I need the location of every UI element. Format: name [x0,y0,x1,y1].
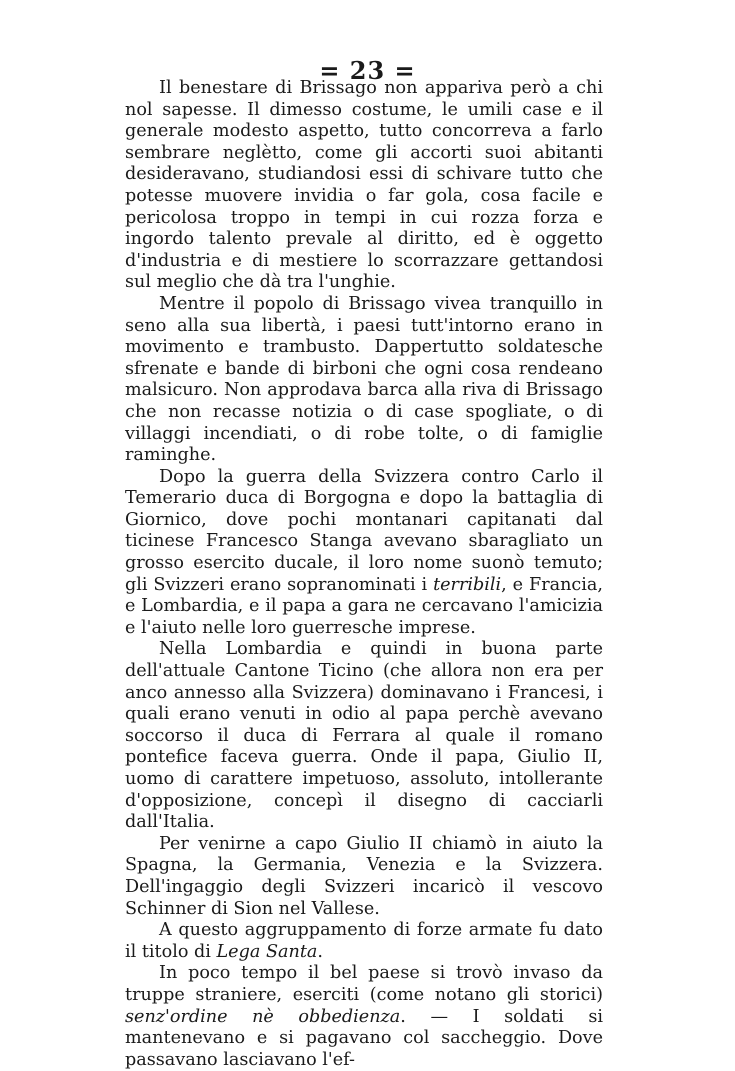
text-segment: In poco tempo il bel paese si trovò invaso da truppe straniere, eserciti (come notano gli storici) [125,963,603,1005]
paragraph [125,834,603,920]
italic-text: Lega Santa [216,941,318,962]
text-segment: Nella Lombardia e quindi in buona parte dell'attuale Cantone Ticino (che allora non era per anco annesso alla Svizzera) dominavano i Francesi, i quali erano venuti in odio al papa perchè avevano soccorso il duca di Ferrara al quale il romano pontefice faceva guerra. Onde il papa, Giulio II, uomo di carattere impetuoso, assoluto, intollerante d'opposizione, concepì il disegno di cacciarli dall'Italia. [125,639,603,833]
paragraph [125,920,603,963]
text-segment: . — I soldati si mantenevano e si pagavano col saccheggio. Dove passavano lasciavano l'ef- [125,1006,603,1070]
text-segment: Dopo la guerra della Svizzera contro Carlo il Temerario duca di Borgogna e dopo la battaglia di Giornico, dove pochi montanari capitanati dal ticinese Francesco Stanga avevano sbaragliato un grosso esercito ducale, il loro nome suonò temuto; gli Svizzeri erano sopranominati i [125,466,603,595]
paragraph [125,963,603,1071]
paragraph [125,294,603,467]
body-text [125,78,603,1071]
text-segment: , e Francia, e Lombardia, e il papa a gara ne cercavano l'amicizia e l'aiuto nelle loro guerresche imprese. [125,574,603,638]
italic-text: senz'ordine nè obbedienza [125,1006,401,1027]
paragraph [125,639,603,833]
italic-text: terribili [433,574,502,595]
paragraph [125,78,603,294]
text-segment: A questo aggruppamento di forze armate fu dato il titolo di [125,920,603,962]
text-segment: . [317,941,323,962]
text-segment: Per venirne a capo Giulio II chiamò in aiuto la Spagna, la Germania, Venezia e la Svizzera. Dell'ingaggio degli Svizzeri incaricò il vescovo Schinner di Sion nel Vallese. [125,833,603,919]
page-number: = 23 = [319,56,416,85]
text-segment: Il benestare di Brissago non appariva però a chi nol sapesse. Il dimesso costume, le umili case e il generale modesto aspetto, tutto concorreva a farlo sembrare neglètto, come gli accorti suoi abitanti desideravano, studiandosi essi di schivare tutto che potesse muovere invidia o far gola, cosa facile e pericolosa troppo in tempi in cui rozza forza e ingordo talento prevale al diritto, ed è oggetto d'industria e di mestiere lo scorrazzare gettandosi sul meglio che dà tra l'unghie. [125,78,603,293]
paragraph [125,467,603,640]
text-segment: Mentre il popolo di Brissago vivea tranquillo in seno alla sua libertà, i paesi tutt'intorno erano in movimento e trambusto. Dappertutto soldatesche sfrenate e bande di birboni che ogni cosa rendeano malsicuro. Non approdava barca alla riva di Brissago che non recasse notizia o di case spogliate, o di villaggi incendiati, o di robe tolte, o di famiglie raminghe. [125,293,603,466]
